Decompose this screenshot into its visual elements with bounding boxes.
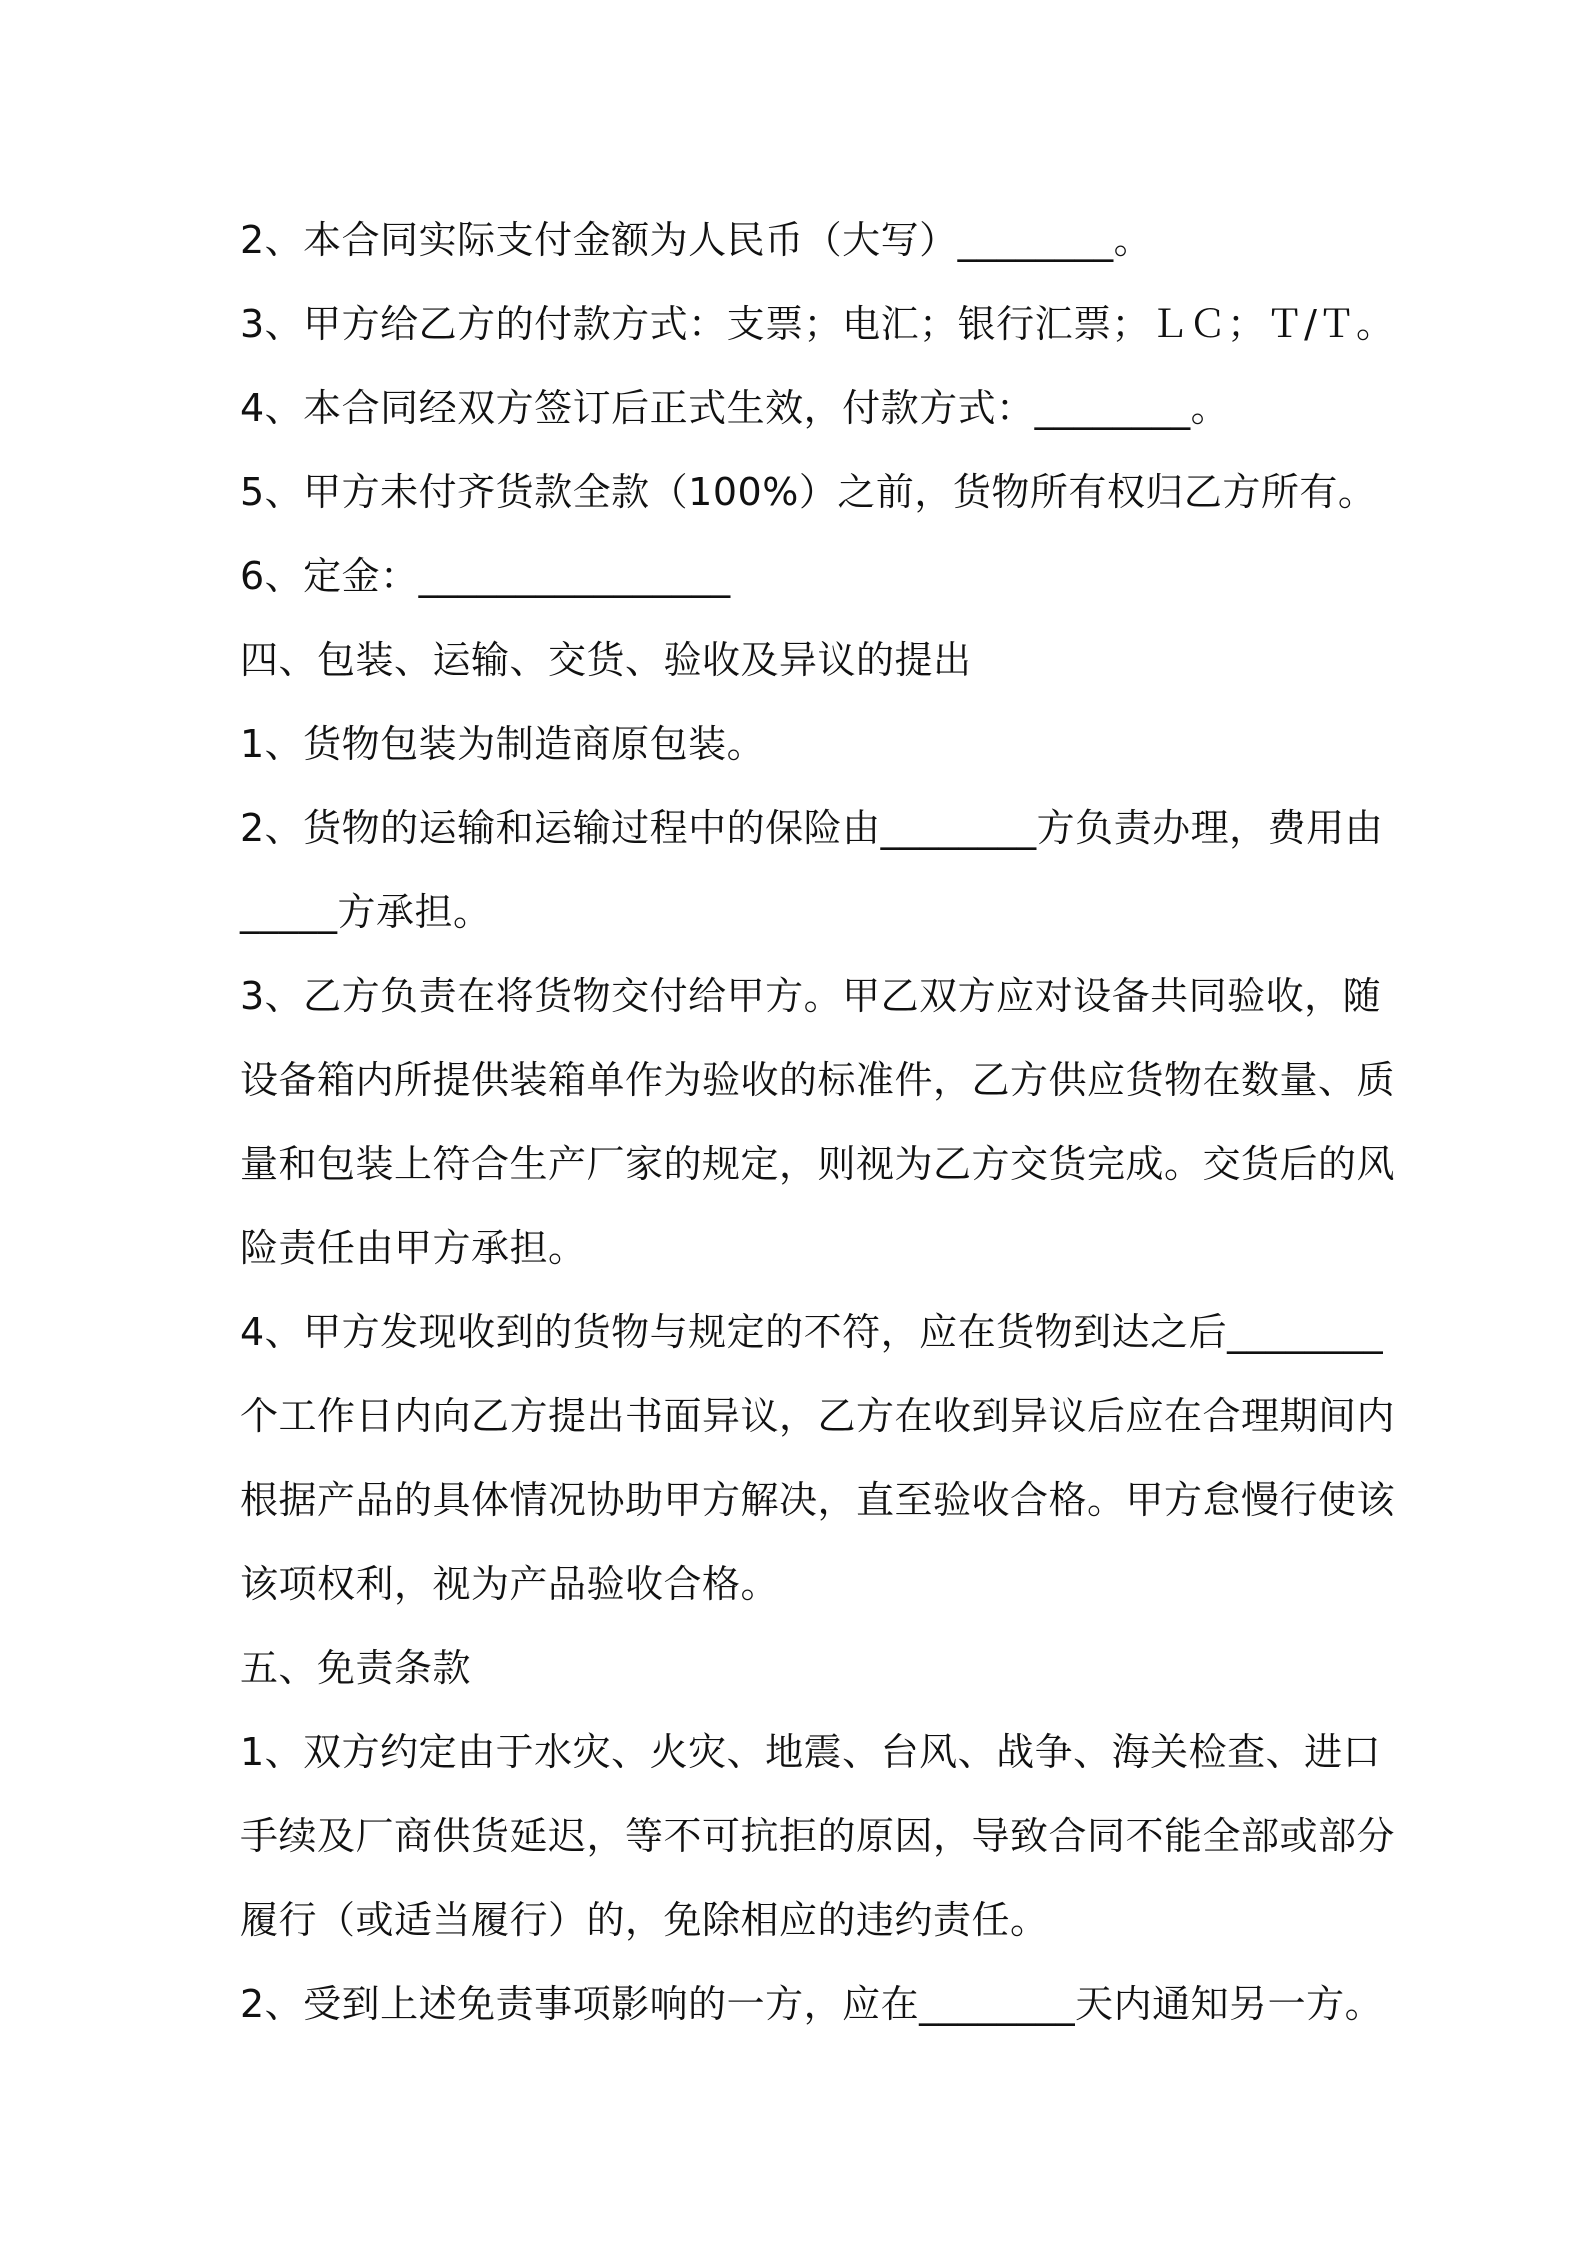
section-4-heading: 四、包装、运输、交货、验收及异议的提出 [240, 638, 972, 682]
clause-5-1-force-majeure-line-2: 手续及厂商供货延迟，等不可抗拒的原因，导致合同不能全部或部分 [240, 1814, 1396, 1858]
clause-3-3-payment-methods: 3、甲方给乙方的付款方式：支票；电汇；银行汇票；ＬＣ；Ｔ/Ｔ。 [240, 302, 1395, 346]
section-5-heading: 五、免责条款 [240, 1646, 472, 1690]
clause-3-5-ownership: 5、甲方未付齐货款全款（100%）之前，货物所有权归乙方所有。 [240, 470, 1377, 514]
clause-4-3-delivery-line-1: 3、乙方负责在将货物交付给甲方。甲乙双方应对设备共同验收，随 [240, 974, 1382, 1018]
contract-body [240, 198, 1396, 2046]
clause-4-4-objection-line-3: 根据产品的具体情况协助甲方解决，直至验收合格。甲方怠慢行使该 [240, 1478, 1396, 1522]
clause-3-6-deposit: 6、定金：________________ [240, 554, 731, 598]
clause-4-1-packaging: 1、货物包装为制造商原包装。 [240, 722, 766, 766]
clause-5-1-force-majeure-line-1: 1、双方约定由于水灾、火灾、地震、台风、战争、海关检查、进口 [240, 1730, 1382, 1774]
clause-4-3-delivery-line-4: 险责任由甲方承担。 [240, 1226, 587, 1270]
clause-4-3-delivery-line-2: 设备箱内所提供装箱单作为验收的标准件，乙方供应货物在数量、质 [240, 1058, 1396, 1102]
clause-4-3-delivery-line-3: 量和包装上符合生产厂家的规定，则视为乙方交货完成。交货后的风 [240, 1142, 1396, 1186]
clause-4-2-transport-line-2: _____方承担。 [240, 890, 492, 934]
clause-3-4-effective: 4、本合同经双方签订后正式生效，付款方式：________。 [240, 386, 1230, 430]
clause-4-2-transport-line-1: 2、货物的运输和运输过程中的保险由________方负责办理，费用由 [240, 806, 1384, 850]
clause-4-4-objection-line-2: 个工作日内向乙方提出书面异议，乙方在收到异议后应在合理期间内 [240, 1394, 1396, 1438]
clause-4-4-objection-line-1: 4、甲方发现收到的货物与规定的不符，应在货物到达之后________ [240, 1310, 1384, 1354]
clause-5-2-notification: 2、受到上述免责事项影响的一方，应在________天内通知另一方。 [240, 1982, 1384, 2026]
clause-4-4-objection-line-4: 该项权利，视为产品验收合格。 [240, 1562, 780, 1606]
clause-3-2-payment-amount: 2、本合同实际支付金额为人民币（大写）________。 [240, 218, 1153, 262]
clause-5-1-force-majeure-line-3: 履行（或适当履行）的，免除相应的违约责任。 [240, 1898, 1049, 1942]
